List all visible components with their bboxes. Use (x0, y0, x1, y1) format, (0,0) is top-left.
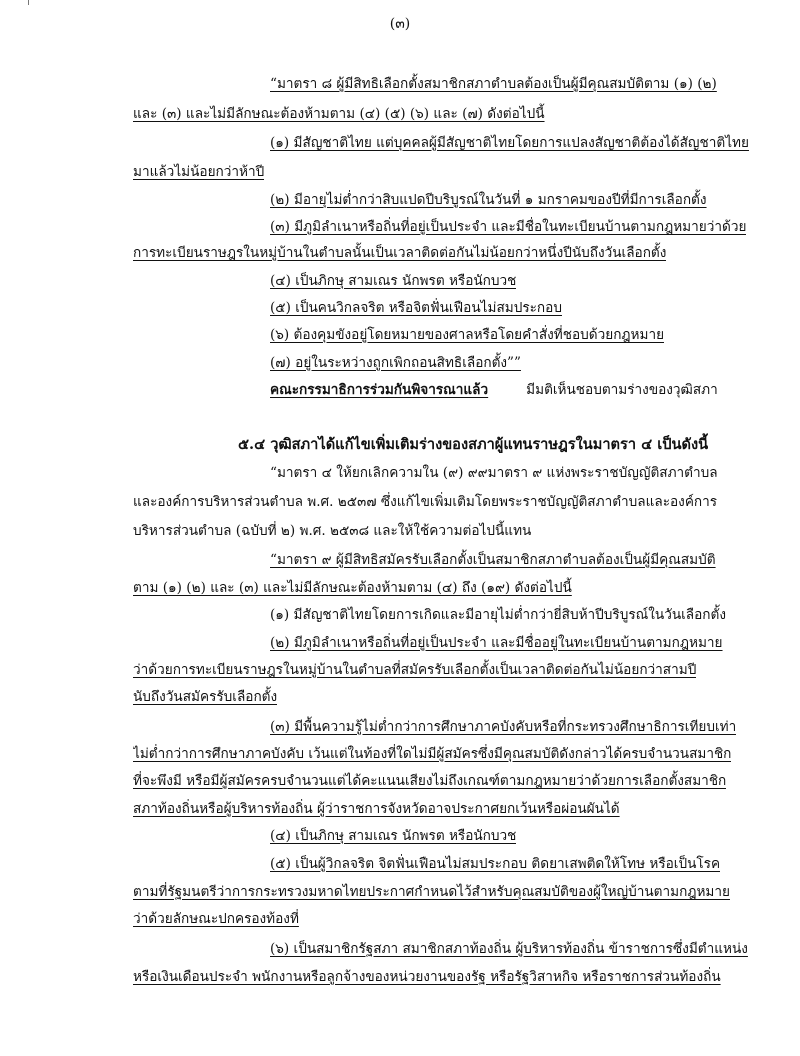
section2-quote-line-6: นับถึงวันสมัครรับเลือกตั้ง (133, 689, 278, 705)
section1-line-3: (๑) มีสัญชาติไทย แต่บุคคลผู้มีสัญชาติไทยโดยการแปลงสัญชาติต้องได้สัญชาติไทย (270, 135, 749, 151)
section2-para-line-1: “มาตรา ๔ ให้ยกเลิกความใน (๙) ๙๙มาตรา ๙ แห่งพระราชบัญญัติสภาตำบล (270, 465, 718, 481)
section1-line-2: และ (๓) และไม่มีลักษณะต้องห้ามตาม (๔) (๕) (๖) และ (๗) ดังต่อไปนี้ (133, 106, 545, 122)
section2-quote-line-1: “มาตรา ๙ ผู้มีสิทธิสมัครรับเลือกตั้งเป็นสมาชิกสภาตำบลต้องเป็นผู้มีคุณสมบัติ (270, 552, 716, 568)
section1-line-1: “มาตรา ๘ ผู้มีสิทธิเลือกตั้งสมาชิกสภาตำบลต้องเป็นผู้มีคุณสมบัติตาม (๑) (๒) (270, 76, 717, 92)
section1-line-11: (๗) อยู่ในระหว่างถูกเพิกถอนสิทธิเลือกตั้ง”” (270, 355, 521, 371)
section2-quote-line-5: ว่าด้วยการทะเบียนราษฎรในหมู่บ้านในตำบลที่สมัครรับเลือกตั้งเป็นเวลาติดต่อกันไม่น้อยกว่าสามปี (133, 662, 697, 678)
committee-label: คณะกรรมาธิการร่วมกันพิจารณาแล้ว (270, 382, 489, 398)
section1-line-9: (๕) เป็นคนวิกลจริต หรือจิตฟั่นเฟือนไม่สมประกอบ (270, 300, 562, 316)
section2-quote-line-11: (๔) เป็นภิกษุ สามเณร นักพรต หรือนักบวช (270, 828, 517, 844)
committee-resolution (270, 378, 718, 402)
section2-quote-line-16: หรือเงินเดือนประจำ พนักงานหรือลูกจ้างของหน่วยงานของรัฐ หรือรัฐวิสาหกิจ หรือราชการส่วนท้องถิ่น (133, 969, 721, 985)
section2-quote-line-9: ที่จะพึงมี หรือมีผู้สมัครครบจำนวนแต่ได้คะแนนเสียงไม่ถึงเกณฑ์ตามกฎหมายว่าด้วยการเลือกตั้งสมาชิก (133, 773, 727, 789)
section2-quote-line-12: (๕) เป็นผู้วิกลจริต จิตฟั่นเฟือนไม่สมประกอบ ติดยาเสพติดให้โทษ หรือเป็นโรค (270, 856, 721, 872)
section1-line-8: (๔) เป็นภิกษุ สามเณร นักพรต หรือนักบวช (270, 273, 517, 289)
section2-quote-line-3: (๑) มีสัญชาติไทยโดยการเกิดและมีอายุไม่ต่ำกว่ายี่สิบห้าปีบริบูรณ์ในวันเลือกตั้ง (270, 607, 726, 623)
committee-text: มีมติเห็นชอบตามร่างของวุฒิสภา (526, 382, 718, 398)
section2-quote-line-7: (๓) มีพื้นความรู้ไม่ต่ำกว่าการศึกษาภาคบังคับหรือที่กระทรวงศึกษาธิการเทียบเท่า (270, 719, 737, 735)
section1-line-5: (๒) มีอายุไม่ต่ำกว่าสิบแปดปีบริบูรณ์ในวันที่ ๑ มกราคมของปีที่มีการเลือกตั้ง (270, 192, 707, 208)
section2-quote-line-2: ตาม (๑) (๒) และ (๓) และไม่มีลักษณะต้องห้ามตาม (๔) ถึง (๑๙) ดังต่อไปนี้ (133, 580, 572, 596)
section2-heading: ๕.๔ วุฒิสภาได้แก้ไขเพิ่มเติมร่างของสภาผู้แทนราษฎรในมาตรา ๔ เป็นดังนี้ (238, 436, 709, 453)
section1-line-6: (๓) มีภูมิลำเนาหรือถิ่นที่อยู่เป็นประจำ และมีชื่อในทะเบียนบ้านตามกฎหมายว่าด้วย (270, 219, 747, 235)
section2-para-line-3: บริหารส่วนตำบล (ฉบับที่ ๒) พ.ศ. ๒๕๓๘ และให้ใช้ความต่อไปนี้แทน (133, 523, 532, 539)
section1-line-4: มาแล้วไม่น้อยกว่าห้าปี (133, 164, 265, 180)
section1-line-7: การทะเบียนราษฎรในหมู่บ้านในตำบลนั้นเป็นเวลาติดต่อกันไม่น้อยกว่าหนึ่งปีนับถึงวันเลือกตั้ง (133, 245, 667, 261)
scan-mark (28, 0, 34, 5)
section2-quote-line-14: ว่าด้วยลักษณะปกครองท้องที่ (133, 911, 299, 927)
section2-quote-line-4: (๒) มีภูมิลำเนาหรือถิ่นที่อยู่เป็นประจำ และมีชื่ออยู่ในทะเบียนบ้านตามกฎหมาย (270, 635, 723, 651)
section2-quote-line-10: สภาท้องถิ่นหรือผู้บริหารท้องถิ่น ผู้ว่าราชการจังหวัดอาจประกาศยกเว้นหรือผ่อนผันได้ (133, 801, 620, 817)
section2-quote-line-15: (๖) เป็นสมาชิกรัฐสภา สมาชิกสภาท้องถิ่น ผู้บริหารท้องถิ่น ข้าราชการซึ่งมีตำแหน่ง (270, 941, 748, 957)
section2-quote-line-8: ไม่ต่ำกว่าการศึกษาภาคบังคับ เว้นแต่ในท้องที่ใดไม่มีผู้สมัครซึ่งมีคุณสมบัติดังกล่าวได้ครบจำนวนสมาชิก (133, 746, 732, 762)
section2-para-line-2: และองค์การบริหารส่วนตำบล พ.ศ. ๒๕๓๗ ซึ่งแก้ไขเพิ่มเติมโดยพระราชบัญญัติสภาตำบลและองค์การ (133, 494, 718, 510)
section1-line-10: (๖) ต้องคุมขังอยู่โดยหมายของศาลหรือโดยคำสั่งที่ชอบด้วยกฎหมาย (270, 327, 665, 343)
page-number: (๓) (389, 16, 411, 32)
section2-quote-line-13: ตามที่รัฐมนตรีว่าการกระทรวงมหาดไทยประกาศกำหนดไว้สำหรับคุณสมบัติของผู้ใหญ่บ้านตามกฎหมาย (133, 884, 730, 900)
